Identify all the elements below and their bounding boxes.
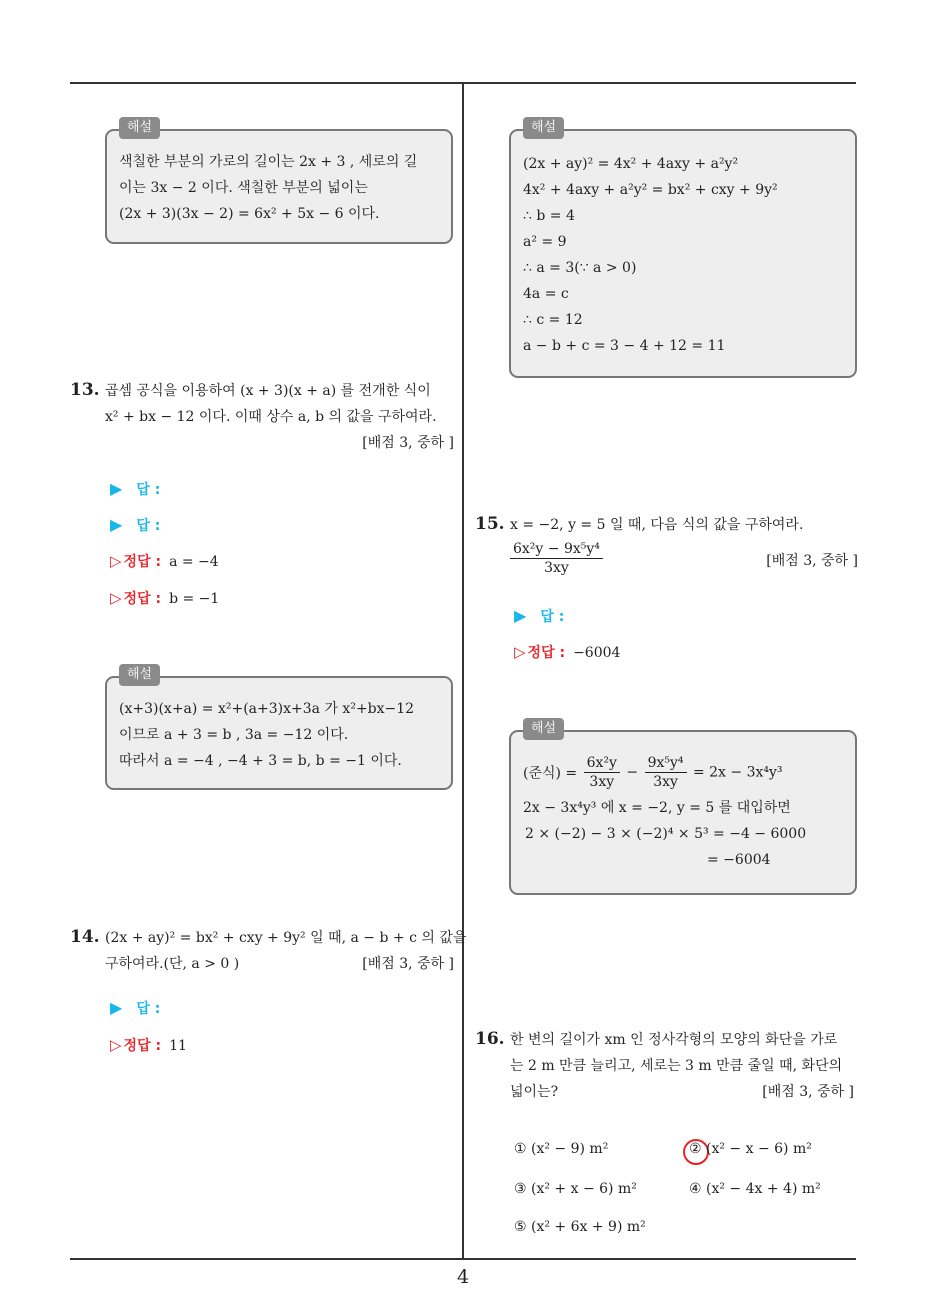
points-label: [배점 3, 중하 ] [762,1084,854,1100]
outline-triangle-icon: ▷ [110,1036,122,1054]
solution-line: 4x² + 4axy + a²y² = bx² + cxy + 9y² [523,182,778,198]
question-text: (2x + ay)² = bx² + cxy + 9y² 일 때, a − b + c 의 값을 [105,930,467,946]
question-text: 곱셈 공식을 이용하여 (x + 3)(x + a) 를 전개한 식이 [105,383,431,399]
correct-answer-value: 11 [169,1038,187,1054]
solution-line: 2 × (−2) − 3 × (−2)⁴ × 5³ = −4 − 6000 [525,826,807,842]
answer-label: 답 : [136,482,161,498]
choice-3[interactable]: ③ (x² + x − 6) m² [514,1181,637,1197]
correct-answer-row [514,642,620,662]
question-text: 구하여라.(단, a > 0 ) [105,956,240,972]
outline-triangle-icon: ▷ [514,643,526,661]
choice-2[interactable]: ② (x² − x − 6) m² [689,1141,812,1157]
solution-line: ∴ b = 4 [523,208,575,224]
fraction [645,754,687,791]
question-number: 16. [475,1029,505,1049]
correct-answer-value: a = −4 [169,554,219,570]
outline-triangle-icon: ▷ [110,552,122,570]
fraction-denominator: 3xy [653,774,678,790]
question-number: 15. [475,514,505,534]
solution-tag: 해설 [119,117,160,139]
solution-line: = −6004 [707,852,771,868]
correct-answer-row [110,588,219,608]
question-text: 넓이는? [510,1084,559,1100]
points-label: [배점 3, 중하 ] [766,553,858,569]
correct-answer-row [110,551,219,571]
solution-line: a − b + c = 3 − 4 + 12 = 11 [523,338,726,354]
solution-box-15 [509,721,857,895]
solution-box-13 [105,667,453,790]
solution-line: 색칠한 부분의 가로의 길이는 2x + 3 , 세로의 길 [119,154,418,170]
correct-answer-label: 정답 : [527,645,566,661]
correct-answer-value: b = −1 [169,591,220,607]
solution-tag: 해설 [523,718,564,740]
column-divider [462,83,464,1260]
solution-line: (x+3)(x+a) = x²+(a+3)x+3a 가 x²+bx−12 [119,701,415,717]
question-number: 13. [70,380,100,400]
page-number: 4 [456,1266,470,1288]
answer-label: 답 : [136,518,161,534]
correct-answer-value: −6004 [573,645,621,661]
points-label: [배점 3, 중하 ] [362,956,454,972]
solution-line: 2x − 3x⁴y³ 에 x = −2, y = 5 를 대입하면 [523,800,791,816]
question-text: 는 2 m 만큼 늘리고, 세로는 3 m 만큼 줄일 때, 화단의 [510,1058,843,1074]
solution-line: a² = 9 [523,234,567,250]
expression-suffix: = 2x − 3x⁴y³ [692,764,783,781]
choice-4[interactable]: ④ (x² − 4x + 4) m² [689,1181,821,1197]
question-text: x² + bx − 12 이다. 이때 상수 a, b 의 값을 구하여라. [105,409,437,425]
answer-row [110,998,160,1018]
question-13 [70,378,456,458]
answer-label: 답 : [540,609,565,625]
solution-box-14 [509,120,857,378]
correct-answer-label: 정답 : [123,554,162,570]
play-triangle-icon: ▶ [514,606,527,625]
solution-line: 이므로 a + 3 = b , 3a = −12 이다. [119,727,349,743]
bottom-rule [70,1258,856,1260]
expression-prefix: (준식) = [523,765,578,782]
question-14 [70,925,467,981]
solution-line: (2x + ay)² = 4x² + 4axy + a²y² [523,156,739,172]
points-label: [배점 3, 중하 ] [362,435,454,451]
solution-expression [523,754,783,791]
minus-sign: − [626,764,639,781]
fraction-numerator: 6x²y − 9x⁵y⁴ [510,540,603,559]
fraction [510,540,603,577]
question-text: x = −2, y = 5 일 때, 다음 식의 값을 구하여라. [510,517,804,533]
solution-tag: 해설 [523,117,564,139]
choice-5[interactable]: ⑤ (x² + 6x + 9) m² [514,1219,646,1235]
correct-answer-row [110,1035,187,1055]
fraction-numerator: 6x²y [584,754,620,773]
fraction-denominator: 3xy [544,560,569,576]
answer-row [110,479,160,499]
solution-line: 따라서 a = −4 , −4 + 3 = b, b = −1 이다. [119,753,402,769]
play-triangle-icon: ▶ [110,998,123,1017]
outline-triangle-icon: ▷ [110,589,122,607]
correct-answer-label: 정답 : [123,591,162,607]
solution-line: (2x + 3)(3x − 2) = 6x² + 5x − 6 이다. [119,206,380,222]
answer-row [514,606,564,626]
correct-answer-label: 정답 : [123,1038,162,1054]
answer-row [110,515,160,535]
question-number: 14. [70,927,100,947]
fraction [584,754,620,791]
solution-line: 이는 3x − 2 이다. 색칠한 부분의 넓이는 [119,180,368,196]
question-expression [508,540,605,577]
solution-tag: 해설 [119,664,160,686]
fraction-numerator: 9x⁵y⁴ [645,754,687,773]
question-15 [475,512,860,582]
answer-label: 답 : [136,1001,161,1017]
solution-line: ∴ c = 12 [523,312,583,328]
solution-box-12 [105,120,453,244]
question-16 [475,1027,860,1109]
choice-1[interactable]: ① (x² − 9) m² [514,1141,609,1157]
fraction-denominator: 3xy [589,774,615,790]
play-triangle-icon: ▶ [110,479,123,498]
play-triangle-icon: ▶ [110,515,123,534]
solution-line: 4a = c [523,286,569,302]
question-text: 한 변의 길이가 xm 인 정사각형의 모양의 화단을 가로 [510,1032,838,1048]
solution-line: ∴ a = 3(∵ a > 0) [523,260,637,276]
